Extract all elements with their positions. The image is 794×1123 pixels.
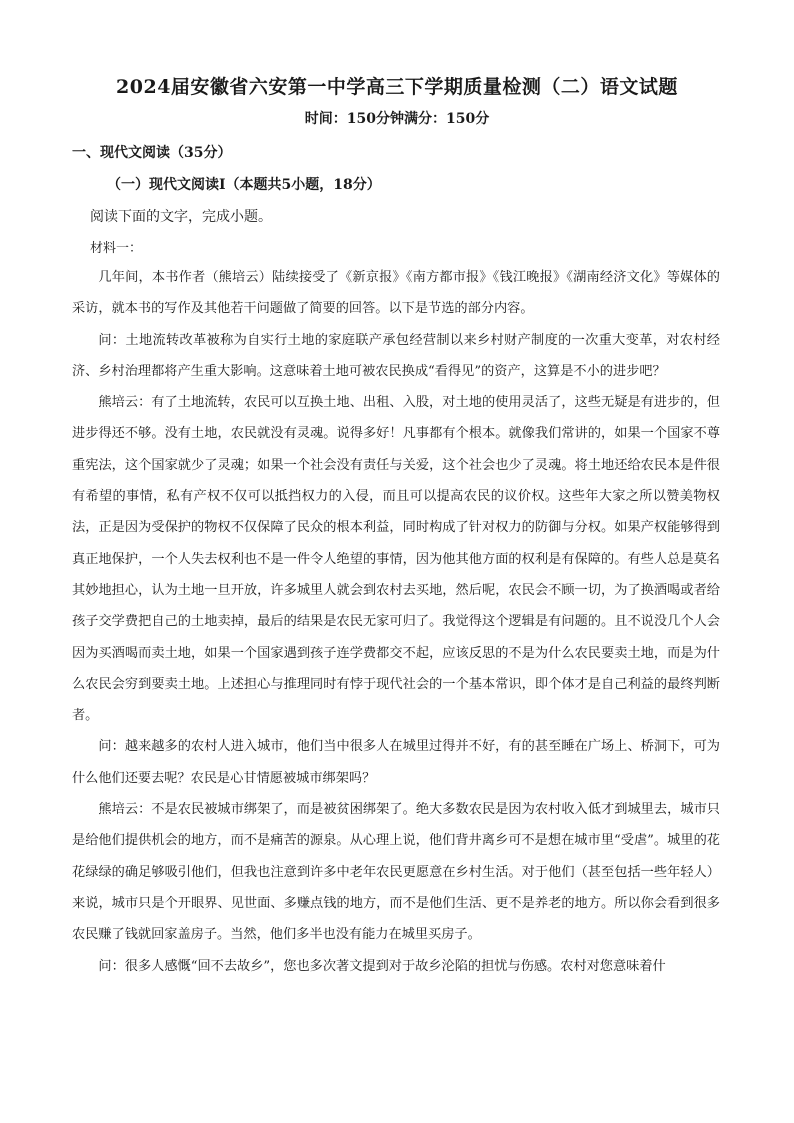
passage-body xyxy=(72,262,720,982)
paragraph-answer-2: 熊培云：不是农民被城市绑架了，而是被贫困绑架了。绝大多数农民是因为农村收入低才到城里去，城市只是给他们提供机会的地方，而不是痛苦的源泉。从心理上说，他们背井离乡可不是想在城市里“受虐”。城里的花花绿绿的确足够吸引他们，但我也注意到许多中老年农民更愿意在乡村生活。对于他们（甚至包括一些年轻人）来说，城市只是个开眼界、见世面、多赚点钱的地方，而不是他们生活、更不是养老的地方。所以你会看到很多农民赚了钱就回家盖房子。当然，他们多半也没有能力在城里买房子。 xyxy=(72,802,720,943)
paragraph-question-3: 问：很多人感慨“回不去故乡”，您也多次著文提到对于故乡沦陷的担忧与伤感。农村对您意味着什 xyxy=(98,958,666,974)
document-title: 2024届安徽省六安第一中学高三下学期质量检测（二）语文试题 xyxy=(116,76,678,98)
exam-info: 时间：150分钟满分：150分 xyxy=(304,111,490,127)
paragraph-question-2: 问：越来越多的农村人进入城市，他们当中很多人在城里过得并不好，有的甚至睡在广场上、桥洞下，可为什么他们还要去呢？农民是心甘情愿被城市绑架吗？ xyxy=(72,739,720,786)
paragraph-question-1: 问：土地流转改革被称为自实行土地的家庭联产承包经营制以来乡村财产制度的一次重大变革，对农村经济、乡村治理都将产生重大影响。这意味着土地可被农民换成“看得见”的资产，这算是不小的进步吧？ xyxy=(72,332,720,379)
subsection-heading: （一）现代文阅读Ⅰ（本题共5小题，18分） xyxy=(107,177,381,193)
section-heading: 一、现代文阅读（35分） xyxy=(72,145,232,161)
paragraph-intro: 几年间，本书作者（熊培云）陆续接受了《新京报》《南方都市报》《钱江晚报》《湖南经济文化》等媒体的采访，就本书的写作及其他若干问题做了简要的回答。以下是节选的部分内容。 xyxy=(72,270,720,317)
paragraph-answer-1: 熊培云：有了土地流转，农民可以互换土地、出租、入股，对土地的使用灵活了，这些无疑是有进步的，但进步得还不够。没有土地，农民就没有灵魂。说得多好！凡事都有个根本。就像我们常讲的，如果一个国家不尊重宪法，这个国家就少了灵魂；如果一个社会没有责任与关爱，这个社会也少了灵魂。将土地还给农民本是件很有希望的事情，私有产权不仅可以抵挡权力的入侵，而且可以提高农民的议价权。这些年大家之所以赞美物权法，正是因为受保护的物权不仅保障了民众的根本利益，同时构成了针对权力的防御与分权。如果产权能够得到真正地保护，一个人失去权利也不是一件令人绝望的事情，因为他其他方面的权利是有保障的。有些人总是莫名其妙地担心，认为土地一旦开放，许多城里人就会到农村去买地，然后呢，农民会不顾一切，为了换酒喝或者给孩子交学费把自己的土地卖掉，最后的结果是农民无家可归了。我觉得这个逻辑是有问题的。且不说没几个人会因为买酒喝而卖土地，如果一个国家遇到孩子连学费都交不起，应该反思的不是为什么农民要卖土地，而是为什么农民会穷到要卖土地。上述担心与推理同时有悖于现代社会的一个基本常识，即个体才是自己利益的最终判断者。 xyxy=(72,395,720,724)
material-label: 材料一： xyxy=(90,241,143,256)
reading-instruction: 阅读下面的文字，完成小题。 xyxy=(90,209,272,225)
